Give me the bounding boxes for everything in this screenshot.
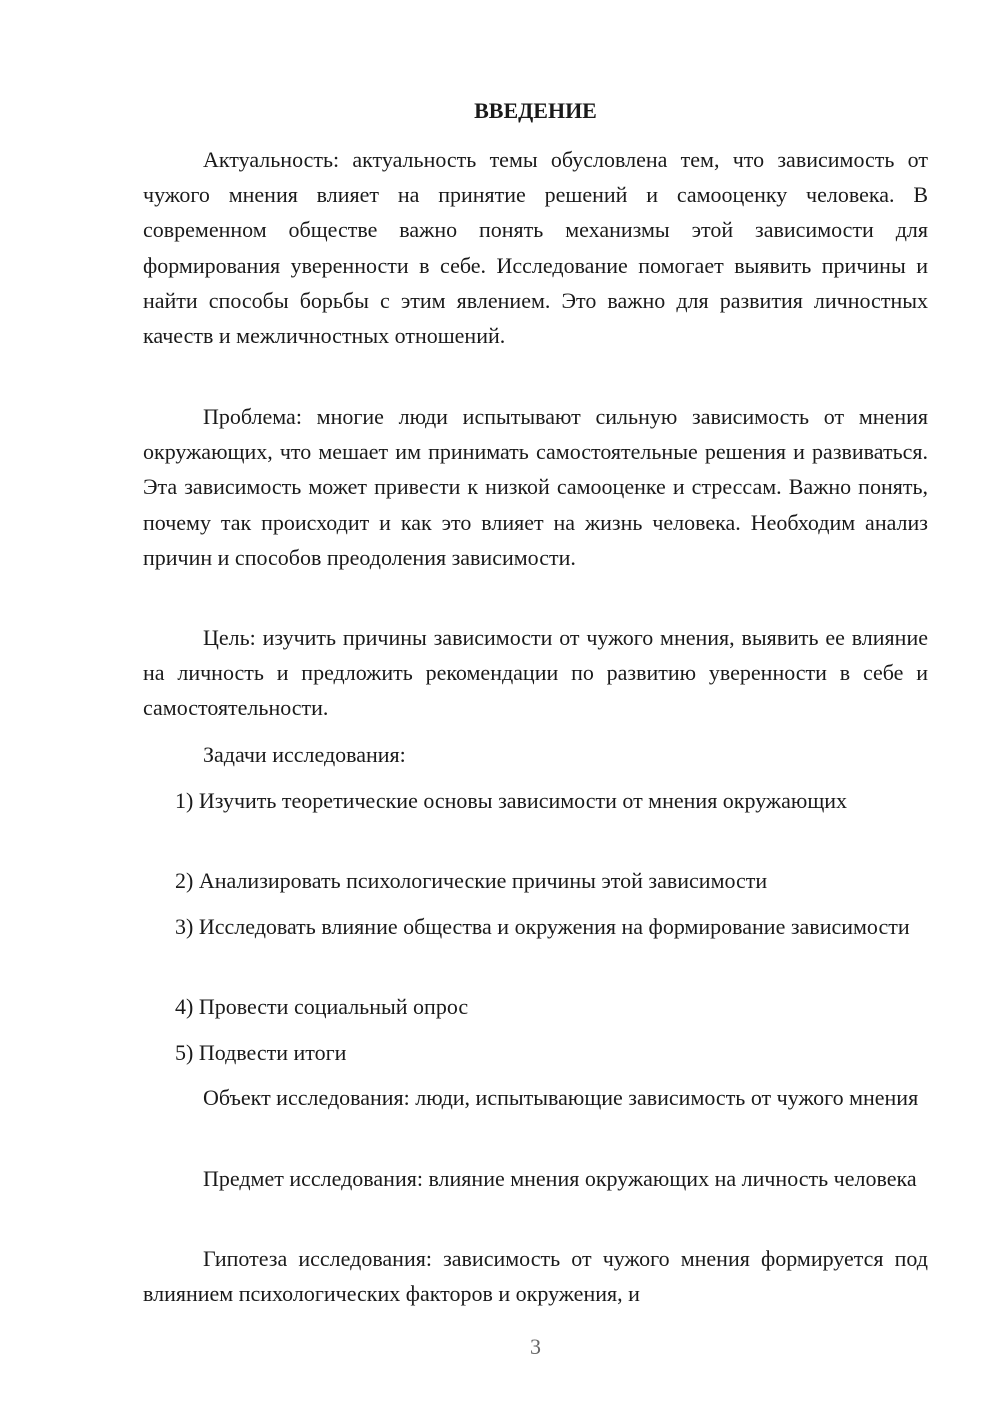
object-paragraph: Объект исследования: люди, испытывающие зависимость от чужого мнения xyxy=(203,1085,919,1110)
task-item-4: 4) Провести социальный опрос xyxy=(175,994,469,1019)
task-item-1: 1) Изучить теоретические основы зависимости от мнения окружающих xyxy=(175,788,848,813)
goal-paragraph: Цель: изучить причины зависимости от чужого мнения, выявить ее влияние на личность и предложить рекомендации по развитию уверенности в себе и самостоятельности. xyxy=(143,625,928,721)
subject-paragraph: Предмет исследования: влияние мнения окружающих на личность человека xyxy=(203,1166,917,1191)
relevance-paragraph: Актуальность: актуальность темы обусловлена тем, что зависимость от чужого мнения влияет на принятие решений и самооценку человека. В современном обществе важно понять механизмы этой зависимости для формирования уверенности в себе. Исследование помогает выявить причины и найти способы борьбы с этим явлением. Это важно для развития личностных качеств и межличностных отношений. xyxy=(143,147,928,349)
problem-paragraph: Проблема: многие люди испытывают сильную зависимость от мнения окружающих, что мешает им принимать самостоятельные решения и развиваться. Эта зависимость может привести к низкой самооценке и стрессам. Важно понять, почему так происходит и как это влияет на жизнь человека. Необходим анализ причин и способов преодоления зависимости. xyxy=(143,404,928,570)
task-item-3: 3) Исследовать влияние общества и окружения на формирование зависимости xyxy=(175,914,910,939)
document-page xyxy=(143,0,928,1414)
task-item-5: 5) Подвести итоги xyxy=(175,1040,347,1065)
section-heading: ВВЕДЕНИЕ xyxy=(474,98,597,123)
page-number: 3 xyxy=(530,1334,541,1359)
hypothesis-paragraph: Гипотеза исследования: зависимость от чужого мнения формируется под влиянием психологических факторов и окружения, и xyxy=(143,1246,928,1307)
tasks-intro: Задачи исследования: xyxy=(203,742,406,767)
task-item-2: 2) Анализировать психологические причины этой зависимости xyxy=(175,868,768,893)
